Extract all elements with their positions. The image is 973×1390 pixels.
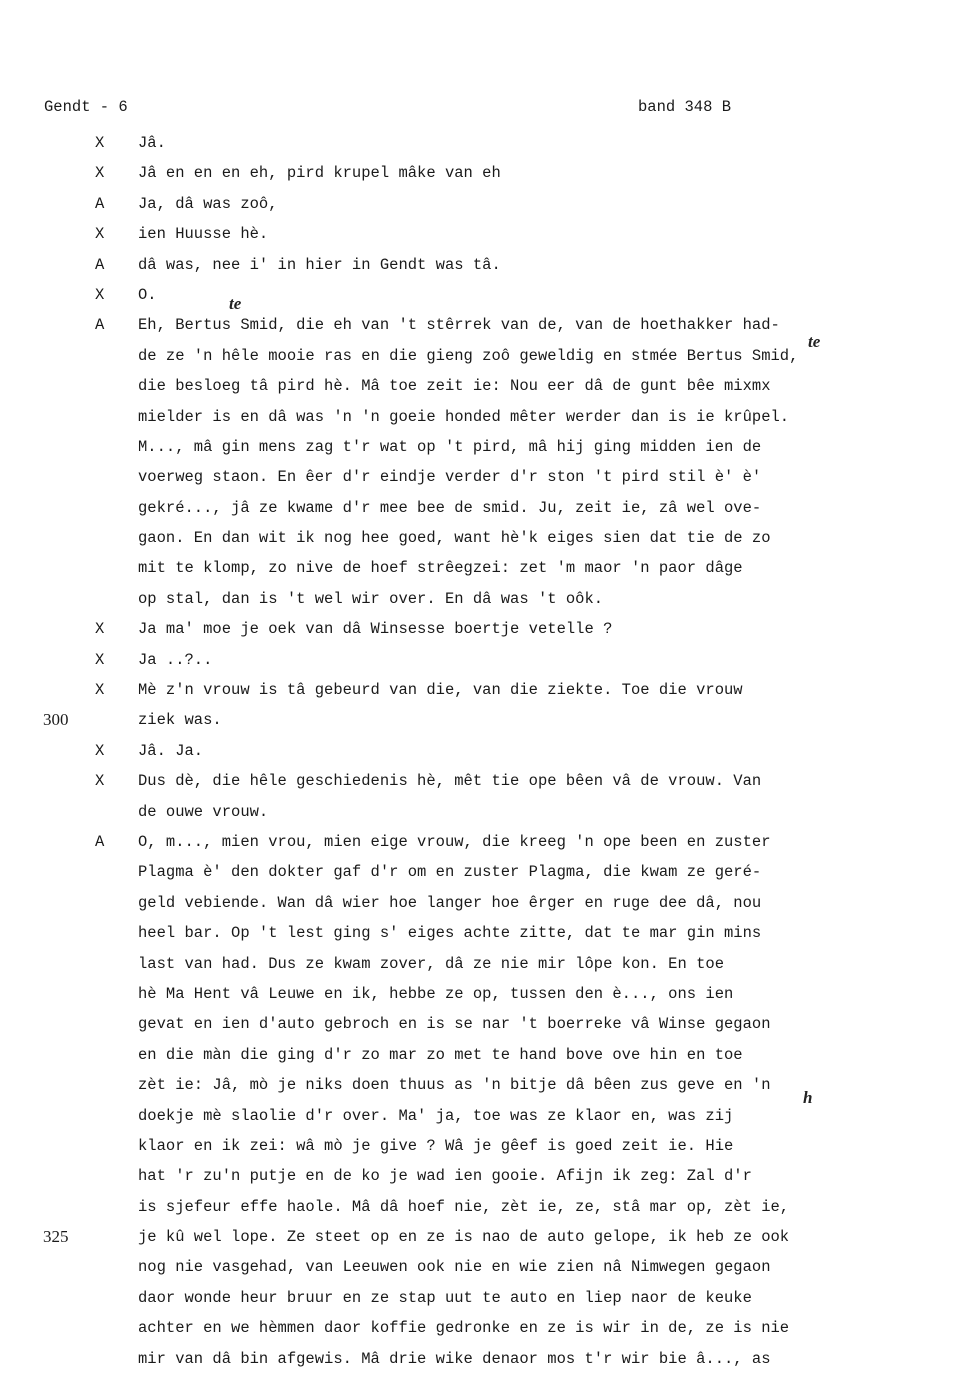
line-text: nog nie vasgehad, van Leeuwen ook nie en wie zien nâ Nimwegen gegaon <box>138 1258 771 1277</box>
line-text: voerweg staon. En êer d'r eindje verder d'r ston 't pird stil è' è' <box>138 468 762 487</box>
handwritten-correction: te <box>229 294 242 313</box>
handwritten-correction: h <box>803 1088 813 1107</box>
line-text: Dus dè, die hêle geschiedenis hè, mêt tie ope bêen vâ de vrouw. Van <box>138 772 762 791</box>
line-text: zèt ie: Jâ, mò je niks doen thuus as 'n bitje dâ bêen zus geve en 'n <box>138 1076 771 1095</box>
line-text: Eh, Bertus Smid, die eh van 't stêrrek van de, van de hoethakker had- <box>138 316 780 335</box>
line-text: Mè z'n vrouw is tâ gebeurd van die, van die ziekte. Toe die vrouw <box>138 681 743 700</box>
line-text: Ja, dâ was zoô, <box>138 194 278 213</box>
transcript-line <box>0 250 973 280</box>
line-text: O. <box>138 285 157 304</box>
transcript-line <box>0 766 973 796</box>
speaker-label: X <box>95 225 105 244</box>
transcript-line <box>0 1344 973 1374</box>
line-text: mir van dâ bin afgewis. Mâ drie wike denaor mos t'r wir bie â..., as <box>138 1349 771 1368</box>
transcript-line <box>0 1252 973 1282</box>
transcript-line <box>0 341 973 371</box>
transcript-line <box>0 645 973 675</box>
transcript-line <box>0 705 973 735</box>
transcript-line <box>0 584 973 614</box>
speaker-label: X <box>95 741 105 760</box>
transcript-line <box>0 736 973 766</box>
transcript-line <box>0 827 973 857</box>
line-text: gekré..., jâ ze kwame d'r mee bee de smid. Ju, zeit ie, zâ wel ove- <box>138 498 762 517</box>
transcript-line <box>0 949 973 979</box>
line-text: O, m..., mien vrou, mien eige vrouw, die kreeg 'n ope been en zuster <box>138 832 771 851</box>
line-text: Ja ma' moe je oek van dâ Winsesse boertje vetelle ? <box>138 620 613 639</box>
line-text: achter en we hèmmen daor koffie gedronke en ze is wir in de, ze is nie <box>138 1319 790 1338</box>
line-text: Plagma è' den dokter gaf d'r om en zuster Plagma, die kwam ze geré- <box>138 863 762 882</box>
line-text: de ouwe vrouw. <box>138 802 269 821</box>
line-text: M..., mâ gin mens zag t'r wat op 't pird, mâ hij ging midden ien de <box>138 437 762 456</box>
line-text: hat 'r zu'n putje en de ko je wad ien gooie. Afijn ik zeg: Zal d'r <box>138 1167 752 1186</box>
line-text: en die màn die ging d'r zo mar zo met te hand bove ove hin en toe <box>138 1045 743 1064</box>
speaker-label: X <box>95 285 105 304</box>
transcript-line <box>0 402 973 432</box>
line-text: ien Huusse hè. <box>138 225 269 244</box>
line-text: heel bar. Op 't lest ging s' eiges achte zitte, dat te mar gin mins <box>138 924 762 943</box>
transcript-line <box>0 553 973 583</box>
line-text: hè Ma Hent vâ Leuwe en ik, hebbe ze op, tussen den è..., ons ien <box>138 984 734 1003</box>
line-text: klaor en ik zei: wâ mò je give ? Wâ je gêef is goed zeit ie. Hie <box>138 1136 734 1155</box>
line-text: Jâ. Ja. <box>138 741 204 760</box>
transcript-line <box>0 918 973 948</box>
line-text: dâ was, nee i' in hier in Gendt was tâ. <box>138 255 501 274</box>
transcript-line <box>0 1192 973 1222</box>
transcript-line <box>0 493 973 523</box>
line-text: die besloeg tâ pird hè. Mâ toe zeit ie: Nou eer dâ de gunt bêe mixmx <box>138 377 771 396</box>
transcript-line <box>0 432 973 462</box>
transcript-lines <box>0 128 973 1374</box>
transcript-line <box>0 797 973 827</box>
speaker-label: X <box>95 650 105 669</box>
line-text: ziek was. <box>138 711 222 730</box>
line-text: op stal, dan is 't wel wir over. En dâ was 't oôk. <box>138 589 604 608</box>
speaker-label: X <box>95 681 105 700</box>
transcript-line <box>0 979 973 1009</box>
line-text: Ja ..?.. <box>138 650 213 669</box>
transcript-line <box>0 1222 973 1252</box>
transcript-line <box>0 675 973 705</box>
speaker-label: A <box>95 194 105 213</box>
transcript-line <box>0 1070 973 1100</box>
line-text: daor wonde heur bruur en ze stap uut te auto en liep naor de keuke <box>138 1288 752 1307</box>
speaker-label: A <box>95 255 105 274</box>
line-text: gevat en ien d'auto gebroch en is se nar 't boerreke vâ Winse gegaon <box>138 1015 771 1034</box>
transcript-line <box>0 310 973 340</box>
transcript-line <box>0 371 973 401</box>
speaker-label: X <box>95 134 105 152</box>
transcript-line <box>0 1101 973 1131</box>
line-text: geld vebiende. Wan dâ wier hoe langer hoe êrger en ruge dee dâ, nou <box>138 893 762 912</box>
transcript-line <box>0 1040 973 1070</box>
transcript-line <box>0 219 973 249</box>
transcript-line <box>0 128 973 158</box>
speaker-label: A <box>95 316 105 335</box>
transcript-line <box>0 857 973 887</box>
transcript-line <box>0 462 973 492</box>
transcript-line <box>0 888 973 918</box>
handwritten-correction: te <box>808 332 821 351</box>
line-text: gaon. En dan wit ik nog hee goed, want hè'k eiges sien dat tie de zo <box>138 529 771 548</box>
line-text: is sjefeur effe haole. Mâ dâ hoef nie, zèt ie, ze, stâ mar op, zèt ie, <box>138 1197 790 1216</box>
line-text: mielder is en dâ was 'n 'n goeie honded mêter werder dan is ie krûpel. <box>138 407 790 426</box>
line-text: je kû wel lope. Ze steet op en ze is nao de auto gelope, ik heb ze ook <box>138 1228 790 1247</box>
speaker-label: X <box>95 164 105 183</box>
transcript-line <box>0 1009 973 1039</box>
transcript-line <box>0 1283 973 1313</box>
transcript-line <box>0 1313 973 1343</box>
speaker-label: X <box>95 620 105 639</box>
transcript-line <box>0 614 973 644</box>
header-tape-number: band 348 B <box>638 98 732 116</box>
transcript-line <box>0 158 973 188</box>
line-number: 325 <box>43 1227 69 1247</box>
line-text: mit te klomp, zo nive de hoef strêegzei: zet 'm maor 'n paor dâge <box>138 559 743 578</box>
line-text: doekje mè slaolie d'r over. Ma' ja, toe was ze klaor en, was zij <box>138 1106 734 1125</box>
speaker-label: X <box>95 772 105 791</box>
line-text: last van had. Dus ze kwam zover, dâ ze nie mir lôpe kon. En toe <box>138 954 724 973</box>
transcript-line <box>0 1131 973 1161</box>
line-number: 300 <box>43 710 69 730</box>
transcript-line <box>0 280 973 310</box>
transcript-line <box>0 523 973 553</box>
speaker-label: A <box>95 832 105 851</box>
line-text: Jâ en en en eh, pird krupel mâke van eh <box>138 164 501 183</box>
transcript-line <box>0 189 973 219</box>
line-text: Jâ. <box>138 134 166 152</box>
transcript-line <box>0 1161 973 1191</box>
header-location: Gendt - 6 <box>44 98 128 116</box>
line-text: de ze 'n hêle mooie ras en die gieng zoô geweldig en stmée Bertus Smid, <box>138 346 799 365</box>
